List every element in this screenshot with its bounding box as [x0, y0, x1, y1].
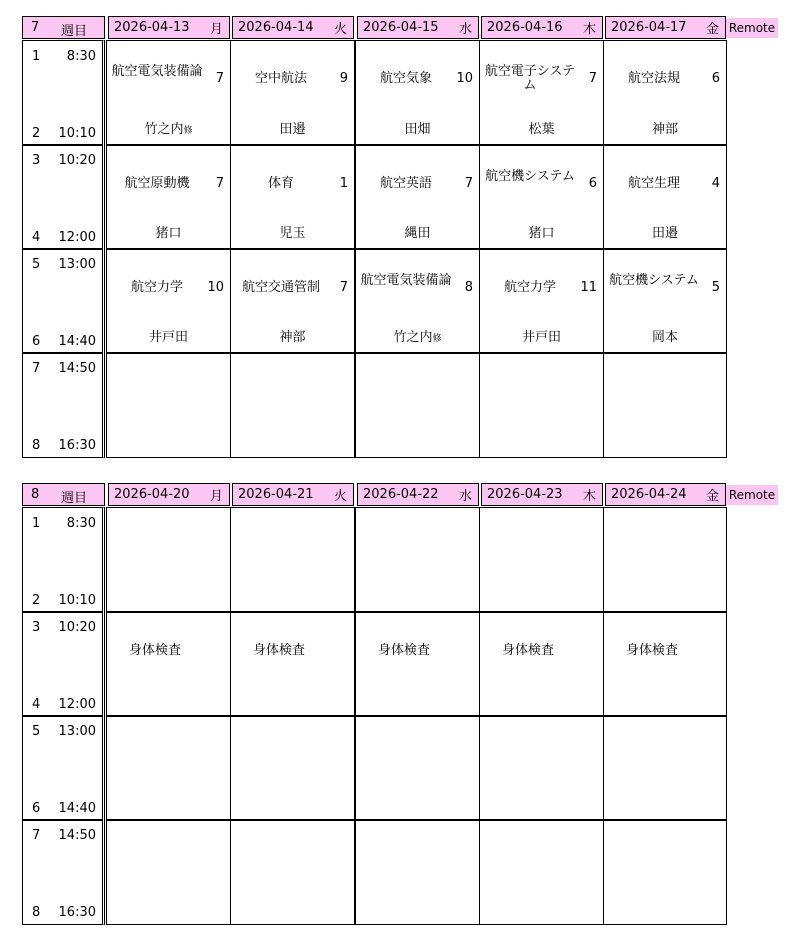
day-header	[481, 16, 603, 39]
row-divider	[23, 611, 103, 613]
class-cell	[479, 715, 604, 821]
row-divider	[23, 144, 103, 146]
day-date: 2026-04-21	[238, 487, 314, 502]
teacher-name: 神部	[651, 122, 678, 137]
period-time: 14:50	[58, 828, 96, 843]
teacher	[231, 118, 354, 137]
teacher-name: 猪口	[528, 226, 555, 241]
period-column	[22, 40, 105, 458]
period-number: 2	[32, 126, 41, 141]
day-header	[108, 483, 230, 506]
day-date: 2026-04-14	[238, 20, 314, 35]
class-cell	[230, 40, 355, 146]
day-header	[605, 483, 726, 506]
class-cell	[355, 352, 480, 458]
period-time: 8:30	[66, 516, 96, 531]
teacher	[231, 326, 354, 345]
day-date: 2026-04-23	[487, 487, 563, 502]
teacher-name: 田邉	[651, 226, 678, 241]
day-weekday: 水	[458, 489, 472, 504]
teacher	[231, 222, 354, 241]
teacher-name: 田邉	[279, 122, 306, 137]
subject: 身体検査	[252, 643, 305, 658]
period-time: 13:00	[58, 724, 96, 739]
day-header	[232, 16, 354, 39]
teacher	[480, 118, 603, 137]
class-cell	[603, 715, 727, 821]
week-block	[0, 16, 800, 460]
subject: 空中航法	[254, 71, 307, 86]
class-cell	[355, 819, 480, 925]
teacher	[107, 118, 230, 137]
day-date: 2026-04-13	[114, 20, 190, 35]
day-date: 2026-04-15	[363, 20, 439, 35]
class-cell	[479, 352, 604, 458]
class-cell	[479, 248, 604, 354]
day-header	[481, 483, 603, 506]
period-time: 13:00	[58, 257, 96, 272]
period-time: 12:00	[58, 230, 96, 245]
class-cell	[355, 507, 480, 613]
subject: 航空英語	[379, 176, 432, 191]
class-cell	[106, 715, 231, 821]
class-cell	[479, 507, 604, 613]
lesson-count: 10	[207, 280, 224, 295]
period-time: 10:20	[58, 153, 96, 168]
class-cell	[106, 819, 231, 925]
subject: 航空電気装備論	[360, 273, 452, 288]
teacher	[356, 222, 479, 241]
day-date: 2026-04-22	[363, 487, 439, 502]
teacher-suffix: 修	[432, 334, 442, 344]
period-time: 14:50	[58, 361, 96, 376]
teacher	[604, 118, 726, 137]
period-number: 4	[32, 697, 41, 712]
subject: 身体検査	[501, 643, 554, 658]
class-cell	[603, 40, 727, 146]
lesson-count: 7	[464, 176, 473, 191]
period-time: 10:10	[58, 126, 96, 141]
period-number: 5	[32, 724, 41, 739]
day-weekday: 木	[582, 22, 596, 37]
subject: 航空機システム	[609, 273, 699, 288]
period-time: 10:10	[58, 593, 96, 608]
subject: 航空法規	[627, 71, 680, 86]
class-cell	[355, 715, 480, 821]
class-cell	[479, 144, 604, 250]
remote-label: Remote	[726, 18, 778, 38]
period-number: 8	[32, 905, 41, 920]
day-weekday: 月	[209, 489, 223, 504]
row-divider	[23, 248, 103, 250]
teacher-name: 縄田	[404, 226, 431, 241]
lesson-count: 9	[339, 71, 348, 86]
lesson-count: 7	[215, 71, 224, 86]
subject: 航空交通管制	[241, 280, 320, 295]
day-date: 2026-04-24	[611, 487, 687, 502]
teacher	[604, 222, 726, 241]
class-cell	[230, 611, 355, 717]
subject: 体育	[267, 176, 294, 191]
class-cell	[106, 144, 231, 250]
period-number: 5	[32, 257, 41, 272]
period-column	[22, 507, 105, 925]
class-cell	[603, 144, 727, 250]
class-cell	[106, 248, 231, 354]
class-cell	[106, 507, 231, 613]
period-time: 10:20	[58, 620, 96, 635]
teacher-name: 猪口	[155, 226, 182, 241]
class-cell	[230, 715, 355, 821]
period-time: 14:40	[58, 334, 96, 349]
day-header	[108, 16, 230, 39]
class-cell	[355, 611, 480, 717]
subject: 身体検査	[128, 643, 181, 658]
week-number: 7	[31, 20, 40, 35]
teacher-name: 田畑	[404, 122, 431, 137]
week-block	[0, 483, 800, 927]
teacher-name: 神部	[279, 330, 306, 345]
lesson-count: 1	[339, 176, 348, 191]
day-weekday: 火	[333, 22, 347, 37]
week-label: 週目	[61, 24, 88, 39]
period-number: 3	[32, 620, 41, 635]
class-cell	[355, 248, 480, 354]
lesson-count: 6	[711, 71, 720, 86]
row-divider	[23, 819, 103, 821]
period-number: 7	[32, 828, 41, 843]
day-weekday: 金	[705, 22, 719, 37]
teacher-name: 松葉	[528, 122, 555, 137]
lesson-count: 7	[588, 71, 597, 86]
class-cell	[230, 507, 355, 613]
teacher-suffix: 修	[183, 126, 193, 136]
week-number: 8	[31, 487, 40, 502]
period-number: 1	[32, 516, 41, 531]
period-number: 6	[32, 334, 41, 349]
teacher	[604, 326, 726, 345]
day-weekday: 木	[582, 489, 596, 504]
period-time: 16:30	[58, 438, 96, 453]
lesson-count: 7	[215, 176, 224, 191]
teacher-name: 児玉	[279, 226, 306, 241]
class-cell	[106, 40, 231, 146]
lesson-count: 4	[711, 176, 720, 191]
teacher-name: 井戸田	[148, 330, 188, 345]
lesson-count: 5	[711, 280, 720, 295]
day-weekday: 金	[705, 489, 719, 504]
week-header	[22, 16, 105, 39]
teacher	[480, 326, 603, 345]
teacher-name: 井戸田	[521, 330, 561, 345]
lesson-count: 8	[464, 280, 473, 295]
day-weekday: 水	[458, 22, 472, 37]
day-weekday: 火	[333, 489, 347, 504]
row-divider	[23, 352, 103, 354]
subject: 航空機システム	[485, 169, 575, 184]
period-time: 12:00	[58, 697, 96, 712]
teacher	[107, 222, 230, 241]
period-time: 8:30	[66, 49, 96, 64]
remote-label: Remote	[726, 485, 778, 505]
class-cell	[603, 352, 727, 458]
teacher-name: 竹之内	[144, 122, 184, 137]
class-cell	[479, 40, 604, 146]
day-header	[605, 16, 726, 39]
class-cell	[106, 352, 231, 458]
row-divider	[23, 715, 103, 717]
period-number: 7	[32, 361, 41, 376]
teacher	[480, 222, 603, 241]
lesson-count: 11	[580, 280, 597, 295]
subject: 航空力学	[130, 280, 183, 295]
subject: 航空電気装備論	[111, 64, 203, 79]
day-header	[232, 483, 354, 506]
class-cell	[603, 507, 727, 613]
class-cell	[603, 248, 727, 354]
lesson-count: 10	[456, 71, 473, 86]
teacher	[356, 326, 479, 345]
class-cell	[230, 352, 355, 458]
day-date: 2026-04-20	[114, 487, 190, 502]
teacher-name: 岡本	[651, 330, 678, 345]
period-time: 16:30	[58, 905, 96, 920]
subject: 航空力学	[503, 280, 556, 295]
class-cell	[355, 40, 480, 146]
class-cell	[603, 819, 727, 925]
week-header	[22, 483, 105, 506]
subject: 身体検査	[377, 643, 430, 658]
day-weekday: 月	[209, 22, 223, 37]
class-cell	[479, 611, 604, 717]
class-cell	[230, 248, 355, 354]
period-number: 6	[32, 801, 41, 816]
subject: 航空原動機	[124, 176, 190, 191]
class-cell	[479, 819, 604, 925]
teacher	[356, 118, 479, 137]
teacher	[107, 326, 230, 345]
period-number: 3	[32, 153, 41, 168]
week-label: 週目	[61, 491, 88, 506]
subject: 航空生理	[627, 176, 680, 191]
subject: 航空電子システム	[484, 64, 576, 93]
class-cell	[355, 144, 480, 250]
day-header	[357, 16, 479, 39]
class-cell	[230, 144, 355, 250]
class-cell	[106, 611, 231, 717]
subject: 航空気象	[379, 71, 432, 86]
period-number: 8	[32, 438, 41, 453]
period-number: 1	[32, 49, 41, 64]
class-cell	[230, 819, 355, 925]
day-date: 2026-04-16	[487, 20, 563, 35]
class-cell	[603, 611, 727, 717]
period-number: 4	[32, 230, 41, 245]
lesson-count: 6	[588, 176, 597, 191]
period-time: 14:40	[58, 801, 96, 816]
day-date: 2026-04-17	[611, 20, 687, 35]
teacher-name: 竹之内	[393, 330, 433, 345]
subject: 身体検査	[625, 643, 678, 658]
lesson-count: 7	[339, 280, 348, 295]
day-header	[357, 483, 479, 506]
period-number: 2	[32, 593, 41, 608]
